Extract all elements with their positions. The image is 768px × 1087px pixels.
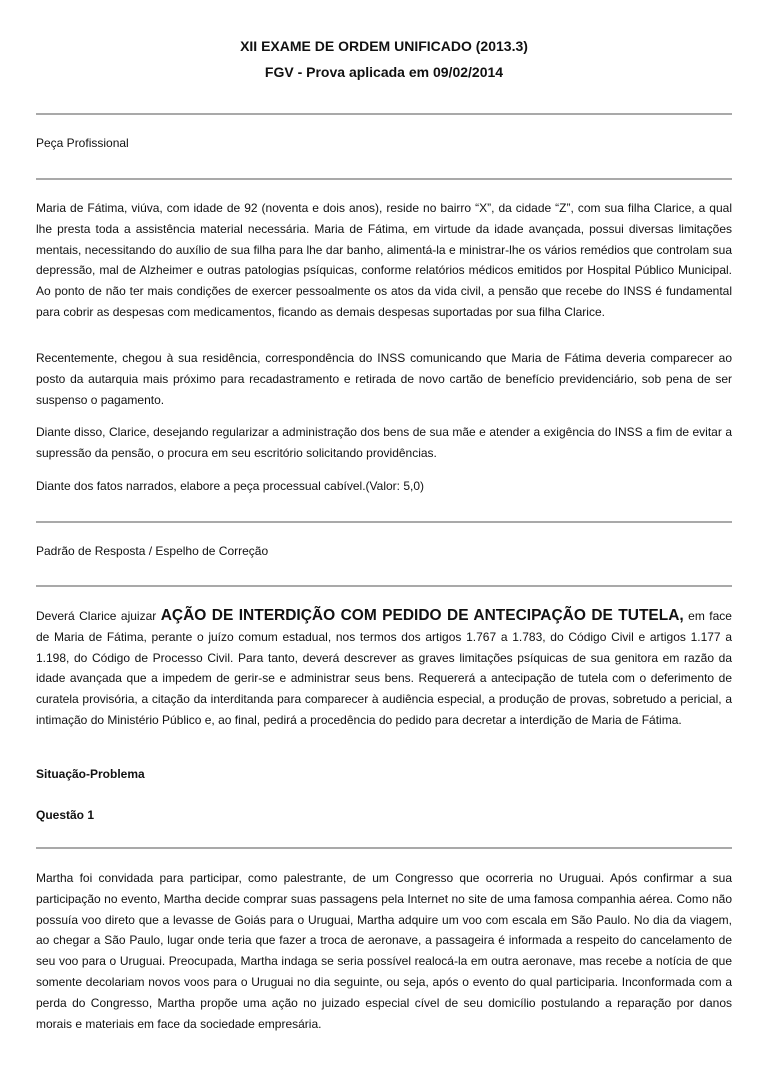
question-paragraph-3: Diante disso, Clarice, desejando regularizar a administração dos bens de sua mãe e atender a exigência do INSS a fim de evitar a supressão da pensão, o procura em seu escritório solicitando providências. [36,425,732,460]
situacao-problema-label: Situação-Problema [36,767,145,781]
question-paragraph-4: Diante dos fatos narrados, elabore a peça processual cabível.(Valor: 5,0) [36,479,424,493]
divider [36,178,732,180]
exam-title: XII EXAME DE ORDEM UNIFICADO (2013.3) [240,38,528,54]
divider [36,113,732,115]
answer-highlight: AÇÃO DE INTERDIÇÃO COM PEDIDO DE ANTECIPAÇÃO DE TUTELA, [160,607,684,624]
divider [36,521,732,523]
question-paragraph-1: Maria de Fátima, viúva, com idade de 92 (noventa e dois anos), reside no bairro “X”, da cidade “Z”, com sua filha Clarice, a qual lhe presta toda a assistência material necessária. Maria de Fátima, em virtude da idade avançada, possui diversas limitações mentais, necessitando do auxílio de sua filha para lhe dar banho, alimentá-la e ministrar-lhe os vários remédios que controlam sua depressão, mal de Alzheimer e outras patologias psíquicas, conforme relatórios médicos emitidos por Hospital Público Municipal. Ao ponto de não ter mais condições de exercer pessoalmente os atos da vida civil, a pensão que recebe do INSS é fundamental para cobrir as despesas com medicamentos, ficando as demais despesas suportadas por sua filha Clarice. [36,201,732,319]
questao-1-label: Questão 1 [36,808,95,822]
questao-1-text: Martha foi convidada para participar, como palestrante, de um Congresso que ocorreria no Uruguai. Após confirmar a sua participação no evento, Martha decide comprar suas passagens pela Internet no site de uma famosa companhia aérea. Como não possuía voo direto que a levasse de Goiás para o Uruguai, Martha adquire um voo com escala em São Paulo. No dia da viagem, ao chegar a São Paulo, lugar onde teria que fazer a troca de aeronave, a passageira é informada a respeito do cancelamento de seu voo para o Uruguai. Preocupada, Martha indaga se seria possível realocá-la em outra aeronave, mas recebe a notícia de que somente decolariam novos voos para o Uruguai no dia seguinte, ou seja, após o evento do qual participaria. Inconformada com a perda do Congresso, Martha propõe uma ação no juizado especial cível de seu domicílio postulando a reparação por danos morais e materiais em face da sociedade empresária. [36,871,732,1031]
exam-subtitle: FGV - Prova aplicada em 09/02/2014 [264,64,504,80]
section-title-padrao: Padrão de Resposta / Espelho de Correção [36,544,269,558]
divider [36,585,732,587]
answer-rest: em face de Maria de Fátima, perante o juízo comum estadual, nos termos dos artigos 1.767 a 1.783, do Código Civil e artigos 1.177 a 1.198, do Código de Processo Civil. Para tanto, deverá descrever as graves limitações psíquicas de sua genitora em razão da idade avançada que a impedem de gerir-se e administrar seus bens. Requererá a antecipação de tutela com o deferimento de curatela provisória, a citação da interditanda para comparecer à audiência especial, a produção de provas, sobretudo a pericial, a intimação do Ministério Público e, ao final, pedirá a procedência do pedido para decretar a interdição de Maria de Fátima. [36,609,732,727]
question-paragraph-2: Recentemente, chegou à sua residência, correspondência do INSS comunicando que Maria de Fátima deveria comparecer ao posto da autarquia mais próximo para recadastramento e retirada de novo cartão de benefício previdenciário, sob pena de ser suspenso o pagamento. [36,351,732,407]
answer-paragraph [36,606,732,731]
answer-lead: Deverá Clarice ajuizar [36,609,161,623]
divider [36,847,732,849]
section-title-peca: Peça Profissional [36,136,129,150]
